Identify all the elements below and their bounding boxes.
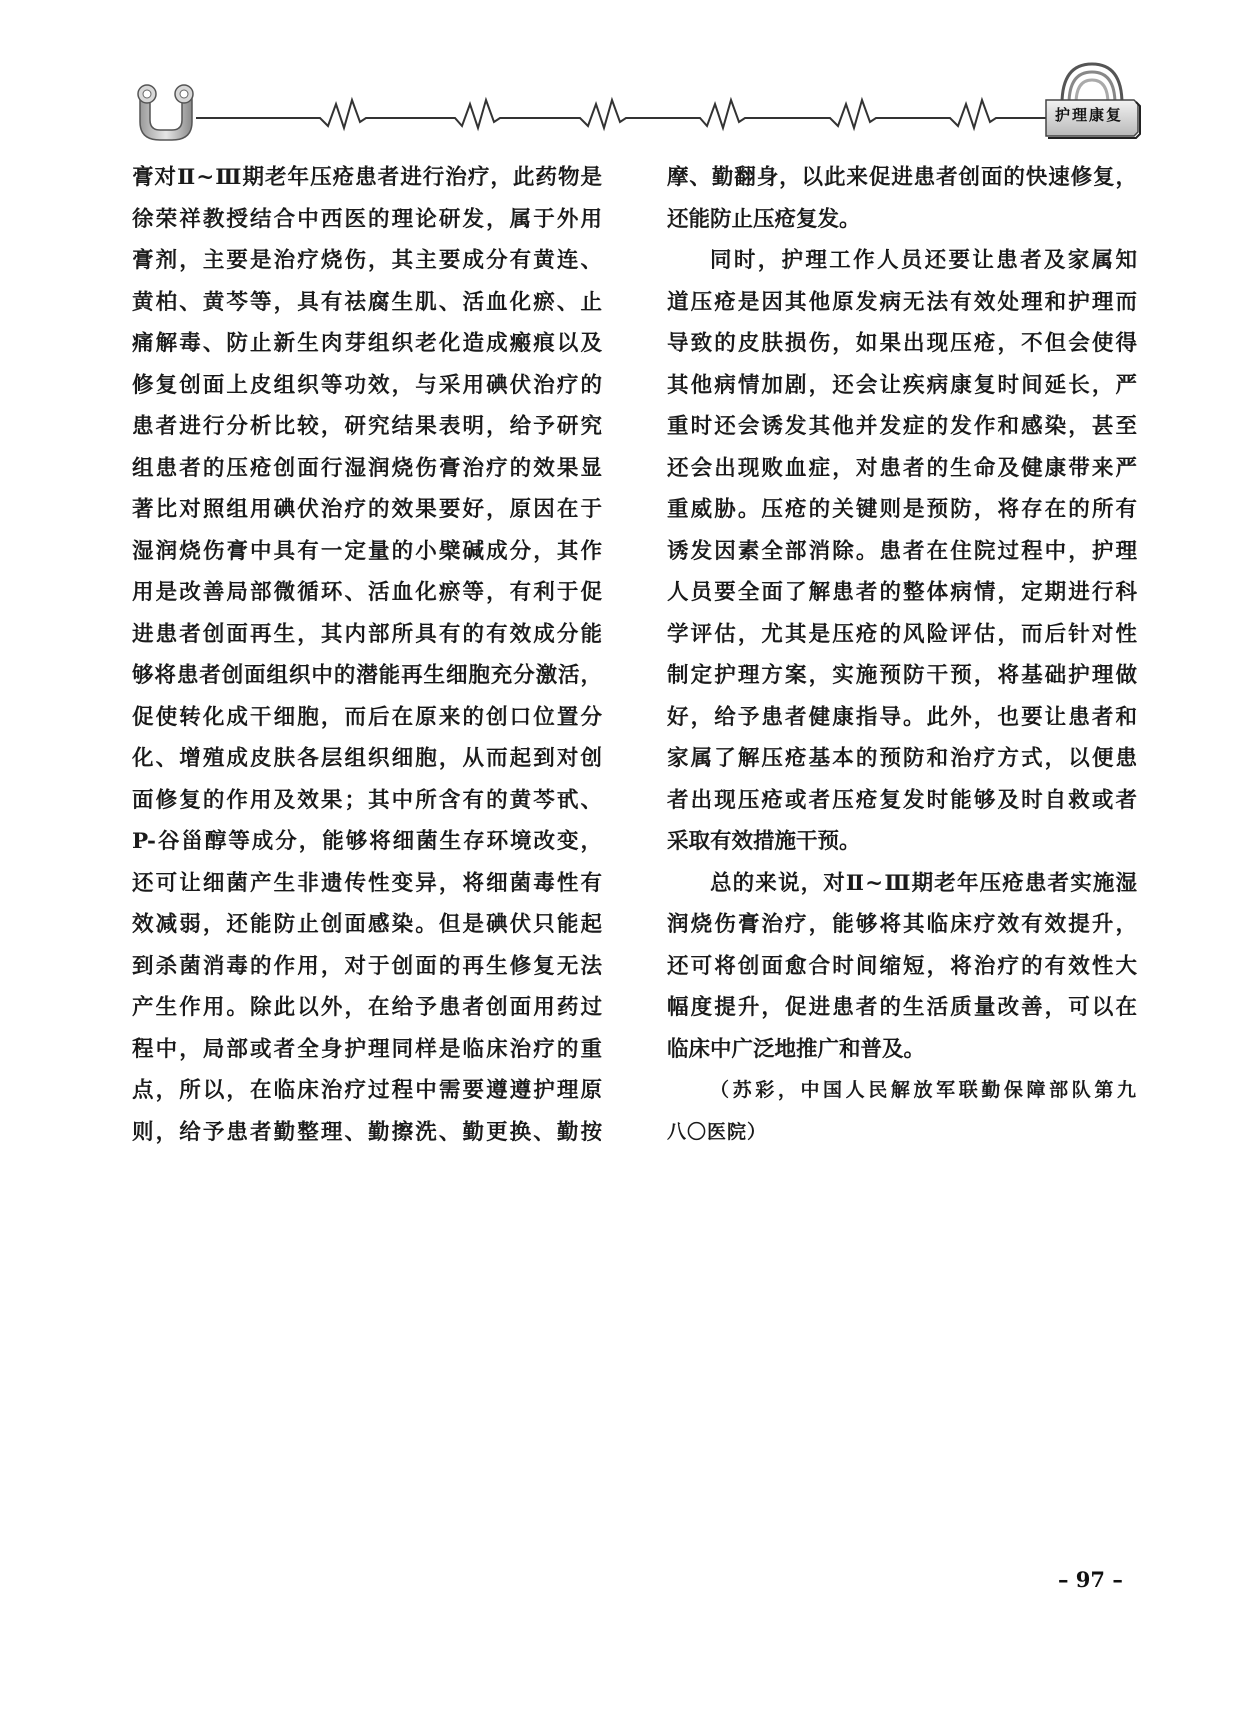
text-line: 幅度提升，促进患者的生活质量改善，可以在: [667, 995, 1137, 1020]
heartbeat-line: [196, 100, 1046, 128]
text-line: 总的来说，对Ⅱ~Ⅲ期老年压疮患者实施湿: [710, 870, 1137, 896]
text-line: 痛解毒、防止新生肉芽组织老化造成瘢痕以及: [132, 331, 602, 356]
page-number: – 97 –: [1058, 1567, 1123, 1592]
text-line: 面修复的作用及效果；其中所含有的黄芩甙、: [132, 787, 602, 813]
text-line: 膏对Ⅱ~Ⅲ期老年压疮患者进行治疗，此药物是: [132, 165, 602, 190]
text-line: 点，所以，在临床治疗过程中需要遵遵护理原: [132, 1078, 602, 1103]
header-ornament: [0, 0, 1240, 150]
text-line: 用是改善局部微循环、活血化瘀等，有利于促: [132, 580, 602, 605]
text-line: 道压疮是因其他原发病无法有效处理和护理而: [667, 289, 1137, 315]
text-line: 还会出现败血症，对患者的生命及健康带来严: [667, 455, 1137, 481]
magnet-logo-icon: [138, 85, 193, 140]
text-line: 同时，护理工作人员还要让患者及家属知: [710, 248, 1137, 273]
text-line: 其他病情加剧，还会让疾病康复时间延长，严: [667, 372, 1137, 398]
text-line: 采取有效措施干预。: [667, 829, 861, 854]
text-line: 进患者创面再生，其内部所具有的有效成分能: [132, 621, 602, 647]
left-column: [132, 157, 602, 1153]
text-line: 够将患者创面组织中的潜能再生细胞充分激活，: [132, 663, 602, 688]
text-line: 湿润烧伤膏中具有一定量的小檗碱成分，其作: [132, 538, 602, 564]
author-affiliation: （苏彩，中国人民解放军联勤保障部队第九: [710, 1079, 1137, 1101]
page-header: [0, 0, 1240, 150]
text-line: 摩、勤翻身，以此来促进患者创面的快速修复，: [667, 165, 1137, 190]
text-line: 效减弱，还能防止创面感染。但是碘伏只能起: [132, 912, 602, 937]
arch-icon: [1062, 64, 1122, 104]
text-line: 徐荣祥教授结合中西医的理论研发，属于外用: [132, 206, 602, 232]
text-line: 家属了解压疮基本的预防和治疗方式，以便患: [667, 746, 1137, 771]
text-line: 化、增殖成皮肤各层组织细胞，从而起到对创: [132, 746, 602, 771]
text-line: 则，给予患者勤整理、勤擦洗、勤更换、勤按: [132, 1119, 602, 1145]
text-line: 程中，局部或者全身护理同样是临床治疗的重: [132, 1036, 602, 1062]
text-line: 黄柏、黄芩等，具有祛腐生肌、活血化瘀、止: [132, 289, 602, 315]
text-line: 还能防止压疮复发。: [667, 206, 861, 232]
text-line: 临床中广泛地推广和普及。: [667, 1036, 926, 1062]
text-line: 产生作用。除此以外，在给予患者创面用药过: [132, 995, 602, 1020]
text-line: 导致的皮肤损伤，如果出现压疮，不但会使得: [667, 331, 1137, 356]
text-line: 还可让细菌产生非遗传性变异，将细菌毒性有: [132, 870, 602, 896]
text-line: 重威胁。压疮的关键则是预防，将存在的所有: [667, 497, 1137, 522]
text-line: 著比对照组用碘伏治疗的效果要好，原因在于: [132, 497, 602, 522]
text-line: 修复创面上皮组织等功效，与采用碘伏治疗的: [132, 372, 602, 398]
text-line: 膏剂，主要是治疗烧伤，其主要成分有黄连、: [132, 248, 602, 273]
text-line: 者出现压疮或者压疮复发时能够及时自救或者: [667, 787, 1137, 813]
text-line: 人员要全面了解患者的整体病情，定期进行科: [667, 580, 1137, 605]
text-line: 重时还会诱发其他并发症的发作和感染，甚至: [667, 414, 1137, 439]
right-column: [667, 157, 1137, 1153]
text-line: 好，给予患者健康指导。此外，也要让患者和: [667, 704, 1137, 730]
text-line: P-谷甾醇等成分，能够将细菌生存环境改变，: [132, 829, 602, 854]
text-line: 诱发因素全部消除。患者在住院过程中，护理: [667, 538, 1137, 564]
text-line: 润烧伤膏治疗，能够将其临床疗效有效提升，: [667, 912, 1137, 937]
text-line: 制定护理方案，实施预防干预，将基础护理做: [667, 663, 1137, 688]
text-line: 还可将创面愈合时间缩短，将治疗的有效性大: [667, 953, 1137, 979]
text-line: 促使转化成干细胞，而后在原来的创口位置分: [132, 704, 602, 730]
section-tag: 护理康复: [1054, 106, 1123, 124]
text-line: 患者进行分析比较，研究结果表明，给予研究: [132, 414, 602, 439]
author-affiliation: 八〇医院）: [667, 1120, 768, 1143]
text-line: 学评估，尤其是压疮的风险评估，而后针对性: [667, 621, 1137, 647]
text-line: 组患者的压疮创面行湿润烧伤膏治疗的效果显: [132, 455, 602, 481]
text-line: 到杀菌消毒的作用，对于创面的再生修复无法: [132, 953, 602, 979]
